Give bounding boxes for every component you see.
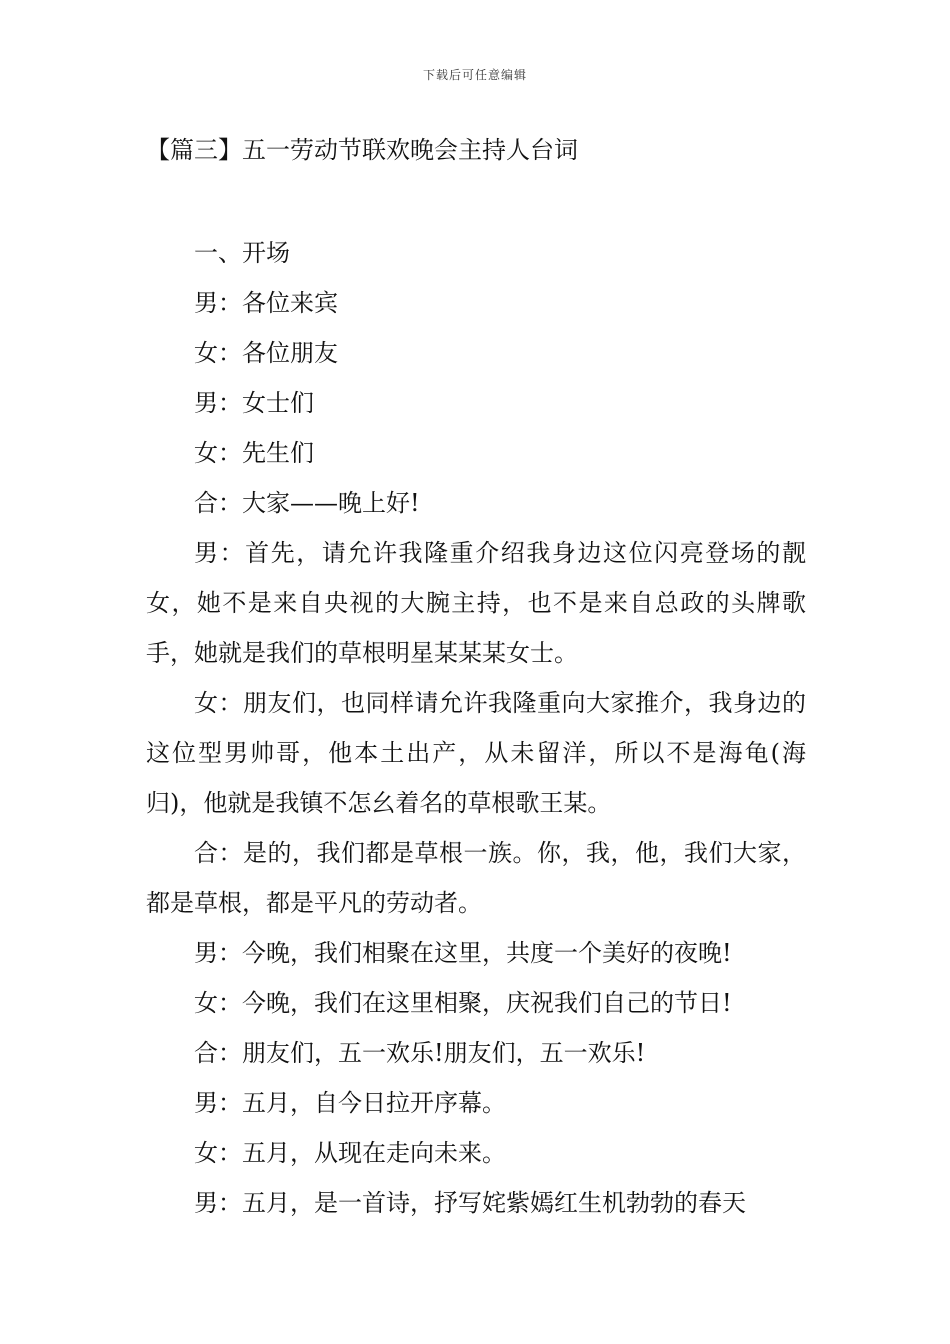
paragraph: 女：朋友们，也同样请允许我隆重向大家推介，我身边的这位型男帅哥，他本土出产，从未留洋，所以不是海龟(海归)，他就是我镇不怎幺着名的草根歌王某。: [146, 689, 806, 817]
paragraph: 男：今晚，我们相聚在这里，共度一个美好的夜晚!: [194, 939, 732, 967]
document-title: 【篇三】五一劳动节联欢晚会主持人台词: [146, 136, 578, 164]
paragraph: 女：今晚，我们在这里相聚，庆祝我们自己的节日!: [194, 989, 732, 1017]
paragraph: 女：五月，从现在走向未来。: [194, 1139, 506, 1167]
paragraph: 合：是的，我们都是草根一族。你，我，他，我们大家，都是草根，都是平凡的劳动者。: [146, 839, 806, 917]
paragraph: 男：各位来宾: [194, 289, 338, 317]
document-body: [146, 228, 806, 1228]
paragraph: 男：女士们: [194, 389, 314, 417]
paragraph: 女：先生们: [194, 439, 314, 467]
paragraph: 男：五月，自今日拉开序幕。: [194, 1089, 506, 1117]
paragraph: 合：大家——晚上好!: [194, 489, 420, 517]
page-header: 下载后可任意编辑: [422, 68, 527, 82]
paragraph: 一、开场: [194, 239, 290, 267]
paragraph: 男：首先，请允许我隆重介绍我身边这位闪亮登场的靓女，她不是来自央视的大腕主持，也不是来自总政的头牌歌手，她就是我们的草根明星某某某女士。: [146, 539, 806, 667]
paragraph: 合：朋友们，五一欢乐!朋友们，五一欢乐!: [194, 1039, 646, 1067]
paragraph: 女：各位朋友: [194, 339, 338, 367]
paragraph: 男：五月，是一首诗，抒写姹紫嫣红生机勃勃的春天: [194, 1189, 746, 1217]
